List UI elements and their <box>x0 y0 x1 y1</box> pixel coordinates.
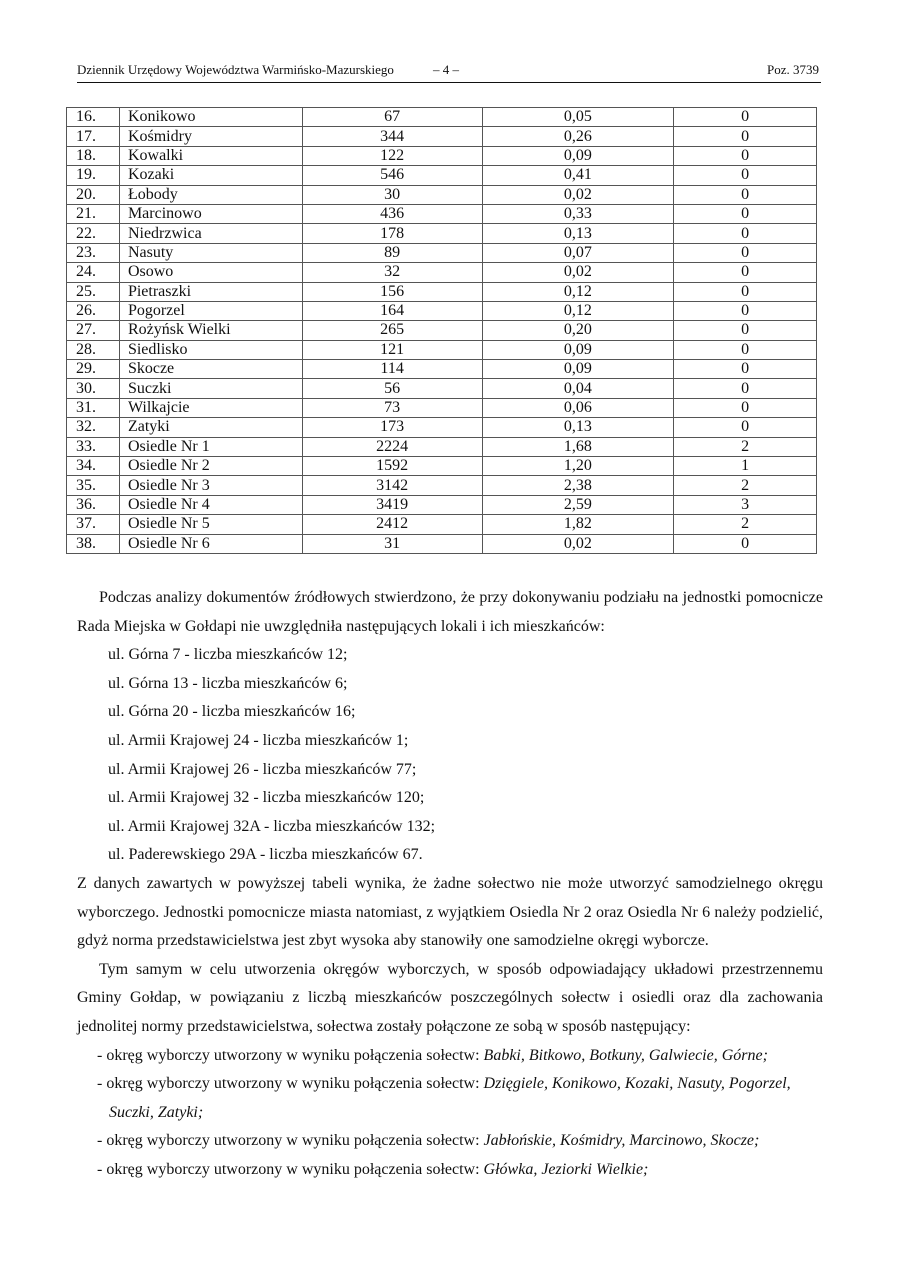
address-item: ul. Armii Krajowej 32A - liczba mieszkańców 132; <box>108 817 436 835</box>
address-list <box>77 641 823 870</box>
ratio-cell: 0,13 <box>482 418 674 437</box>
row-number: 36. <box>67 495 120 514</box>
table-row <box>67 185 817 204</box>
row-number: 27. <box>67 321 120 340</box>
locality-name: Osiedle Nr 6 <box>119 534 302 553</box>
population-cell: 2412 <box>302 515 482 534</box>
table-row <box>67 282 817 301</box>
ratio-cell: 0,02 <box>482 185 674 204</box>
seats-cell: 0 <box>674 360 817 379</box>
row-number: 24. <box>67 263 120 282</box>
table-row <box>67 204 817 223</box>
ratio-cell: 1,82 <box>482 515 674 534</box>
locality-name: Niedrzwica <box>119 224 302 243</box>
population-cell: 67 <box>302 108 482 127</box>
locality-name: Zatyki <box>119 418 302 437</box>
row-number: 16. <box>67 108 120 127</box>
ratio-cell: 0,04 <box>482 379 674 398</box>
seats-cell: 1 <box>674 457 817 476</box>
table-row <box>67 127 817 146</box>
district-villages-continued: Suczki, Zatyki; <box>109 1103 204 1121</box>
seats-cell: 0 <box>674 534 817 553</box>
seats-cell: 0 <box>674 146 817 165</box>
ratio-cell: 0,09 <box>482 146 674 165</box>
ratio-cell: 1,20 <box>482 457 674 476</box>
population-cell: 114 <box>302 360 482 379</box>
locality-name: Łobody <box>119 185 302 204</box>
row-number: 25. <box>67 282 120 301</box>
seats-cell: 3 <box>674 495 817 514</box>
locality-name: Osiedle Nr 3 <box>119 476 302 495</box>
district-villages: Babki, Bitkowo, Botkuny, Galwiecie, Górne; <box>483 1046 768 1064</box>
address-item: ul. Armii Krajowej 26 - liczba mieszkańców 77; <box>108 760 417 778</box>
population-cell: 344 <box>302 127 482 146</box>
locality-name: Nasuty <box>119 243 302 262</box>
ratio-cell: 0,02 <box>482 534 674 553</box>
locality-name: Pogorzel <box>119 301 302 320</box>
seats-cell: 0 <box>674 108 817 127</box>
population-cell: 3142 <box>302 476 482 495</box>
row-number: 28. <box>67 340 120 359</box>
conclusion-paragraph: Z danych zawartych w powyższej tabeli wynika, że żadne sołectwo nie może utworzyć samodzielnego okręgu wyborczego. Jednostki pomocnicze miasta natomiast, z wyjątkiem Osiedla Nr 2 oraz Osiedla Nr 6 należy podzielić, gdyż norma przedstawicielstwa jest zbyt wysoka aby stanowiły one samodzielne okręgi wyborcze. <box>77 874 823 950</box>
district-item <box>77 1156 823 1185</box>
row-number: 29. <box>67 360 120 379</box>
table-row <box>67 457 817 476</box>
seats-cell: 0 <box>674 224 817 243</box>
row-number: 32. <box>67 418 120 437</box>
district-villages: Dzięgiele, Konikowo, Kozaki, Nasuty, Pogorzel, <box>483 1075 791 1093</box>
row-number: 22. <box>67 224 120 243</box>
locality-name: Osowo <box>119 263 302 282</box>
ratio-cell: 0,33 <box>482 204 674 223</box>
population-cell: 56 <box>302 379 482 398</box>
population-cell: 546 <box>302 166 482 185</box>
district-villages: Jabłońskie, Kośmidry, Marcinowo, Skocze; <box>483 1132 760 1150</box>
locality-name: Konikowo <box>119 108 302 127</box>
locality-name: Skocze <box>119 360 302 379</box>
ratio-cell: 0,12 <box>482 301 674 320</box>
seats-cell: 0 <box>674 204 817 223</box>
row-number: 20. <box>67 185 120 204</box>
table-row <box>67 243 817 262</box>
ratio-cell: 2,59 <box>482 495 674 514</box>
seats-cell: 0 <box>674 282 817 301</box>
table-row <box>67 224 817 243</box>
table-row <box>67 321 817 340</box>
locality-name: Marcinowo <box>119 204 302 223</box>
table-row <box>67 418 817 437</box>
locality-name: Pietraszki <box>119 282 302 301</box>
population-cell: 30 <box>302 185 482 204</box>
row-number: 18. <box>67 146 120 165</box>
table-row <box>67 263 817 282</box>
population-cell: 173 <box>302 418 482 437</box>
ratio-cell: 0,06 <box>482 398 674 417</box>
ratio-cell: 0,07 <box>482 243 674 262</box>
locality-name: Kośmidry <box>119 127 302 146</box>
row-number: 33. <box>67 437 120 456</box>
row-number: 34. <box>67 457 120 476</box>
population-table <box>66 107 817 554</box>
row-number: 35. <box>67 476 120 495</box>
population-cell: 164 <box>302 301 482 320</box>
ratio-cell: 0,26 <box>482 127 674 146</box>
locality-name: Osiedle Nr 2 <box>119 457 302 476</box>
header-rule <box>77 82 821 83</box>
table-row <box>67 534 817 553</box>
page-header <box>77 60 821 84</box>
row-number: 23. <box>67 243 120 262</box>
population-cell: 32 <box>302 263 482 282</box>
table-row <box>67 340 817 359</box>
ratio-cell: 0,41 <box>482 166 674 185</box>
document-body <box>77 584 823 1184</box>
ratio-cell: 0,13 <box>482 224 674 243</box>
journal-title: Dziennik Urzędowy Województwa Warmińsko-Mazurskiego <box>77 62 394 77</box>
locality-name: Wilkajcie <box>119 398 302 417</box>
address-item: ul. Paderewskiego 29A - liczba mieszkańców 67. <box>108 846 423 864</box>
population-cell: 3419 <box>302 495 482 514</box>
locality-name: Osiedle Nr 1 <box>119 437 302 456</box>
locality-name: Rożyńsk Wielki <box>119 321 302 340</box>
population-cell: 178 <box>302 224 482 243</box>
district-item <box>77 1127 823 1156</box>
district-villages: Główka, Jeziorki Wielkie; <box>483 1160 649 1178</box>
row-number: 19. <box>67 166 120 185</box>
population-cell: 73 <box>302 398 482 417</box>
ratio-cell: 0,12 <box>482 282 674 301</box>
table-row <box>67 301 817 320</box>
row-number: 31. <box>67 398 120 417</box>
table-row <box>67 166 817 185</box>
ratio-cell: 1,68 <box>482 437 674 456</box>
seats-cell: 0 <box>674 127 817 146</box>
table-row <box>67 398 817 417</box>
analysis-paragraph: Podczas analizy dokumentów źródłowych stwierdzono, że przy dokonywaniu podziału na jednostki pomocnicze Rada Miejska w Gołdapi nie uwzględniła następujących lokali i ich mieszkańców: <box>77 589 823 635</box>
seats-cell: 0 <box>674 379 817 398</box>
population-cell: 121 <box>302 340 482 359</box>
seats-cell: 2 <box>674 515 817 534</box>
table-row <box>67 379 817 398</box>
row-number: 21. <box>67 204 120 223</box>
row-number: 38. <box>67 534 120 553</box>
table-row <box>67 495 817 514</box>
locality-name: Osiedle Nr 4 <box>119 495 302 514</box>
district-prefix: - okręg wyborczy utworzony w wyniku połączenia sołectw: <box>97 1160 480 1178</box>
locality-name: Osiedle Nr 5 <box>119 515 302 534</box>
ratio-cell: 0,20 <box>482 321 674 340</box>
row-number: 37. <box>67 515 120 534</box>
seats-cell: 0 <box>674 166 817 185</box>
seats-cell: 0 <box>674 185 817 204</box>
locality-name: Kowalki <box>119 146 302 165</box>
population-cell: 89 <box>302 243 482 262</box>
seats-cell: 0 <box>674 340 817 359</box>
method-paragraph: Tym samym w celu utworzenia okręgów wyborczych, w sposób odpowiadający układowi przestrzennemu Gminy Gołdap, w powiązaniu z liczbą mieszkańców poszczególnych sołectw i osiedli oraz dla zachowania jednolitej normy przedstawicielstwa, sołectwa zostały połączone ze sobą w sposób następujący: <box>77 960 823 1035</box>
position-number: Poz. 3739 <box>767 62 819 77</box>
ratio-cell: 0,02 <box>482 263 674 282</box>
table-row <box>67 146 817 165</box>
seats-cell: 0 <box>674 243 817 262</box>
table-row <box>67 360 817 379</box>
address-item: ul. Armii Krajowej 24 - liczba mieszkańców 1; <box>108 731 409 749</box>
row-number: 26. <box>67 301 120 320</box>
locality-name: Kozaki <box>119 166 302 185</box>
ratio-cell: 0,05 <box>482 108 674 127</box>
seats-cell: 0 <box>674 263 817 282</box>
row-number: 30. <box>67 379 120 398</box>
district-prefix: - okręg wyborczy utworzony w wyniku połączenia sołectw: <box>97 1046 480 1064</box>
table-row <box>67 476 817 495</box>
district-prefix: - okręg wyborczy utworzony w wyniku połączenia sołectw: <box>97 1132 480 1150</box>
population-cell: 31 <box>302 534 482 553</box>
table-row <box>67 515 817 534</box>
address-item: ul. Armii Krajowej 32 - liczba mieszkańców 120; <box>108 789 425 807</box>
table-row <box>67 108 817 127</box>
ratio-cell: 2,38 <box>482 476 674 495</box>
district-item <box>77 1070 823 1127</box>
district-list <box>77 1042 823 1185</box>
table-row <box>67 437 817 456</box>
population-cell: 122 <box>302 146 482 165</box>
address-item: ul. Górna 20 - liczba mieszkańców 16; <box>108 703 356 721</box>
address-item: ul. Górna 13 - liczba mieszkańców 6; <box>108 674 348 692</box>
locality-name: Siedlisko <box>119 340 302 359</box>
ratio-cell: 0,09 <box>482 360 674 379</box>
locality-name: Suczki <box>119 379 302 398</box>
seats-cell: 0 <box>674 321 817 340</box>
population-cell: 265 <box>302 321 482 340</box>
seats-cell: 0 <box>674 418 817 437</box>
seats-cell: 2 <box>674 476 817 495</box>
row-number: 17. <box>67 127 120 146</box>
population-cell: 156 <box>302 282 482 301</box>
table-body <box>67 108 817 554</box>
population-cell: 2224 <box>302 437 482 456</box>
seats-cell: 2 <box>674 437 817 456</box>
ratio-cell: 0,09 <box>482 340 674 359</box>
seats-cell: 0 <box>674 301 817 320</box>
district-item <box>77 1042 823 1071</box>
seats-cell: 0 <box>674 398 817 417</box>
population-cell: 436 <box>302 204 482 223</box>
page-number: – 4 – <box>433 62 459 77</box>
address-item: ul. Górna 7 - liczba mieszkańców 12; <box>108 646 348 664</box>
district-prefix: - okręg wyborczy utworzony w wyniku połączenia sołectw: <box>97 1075 480 1093</box>
population-cell: 1592 <box>302 457 482 476</box>
